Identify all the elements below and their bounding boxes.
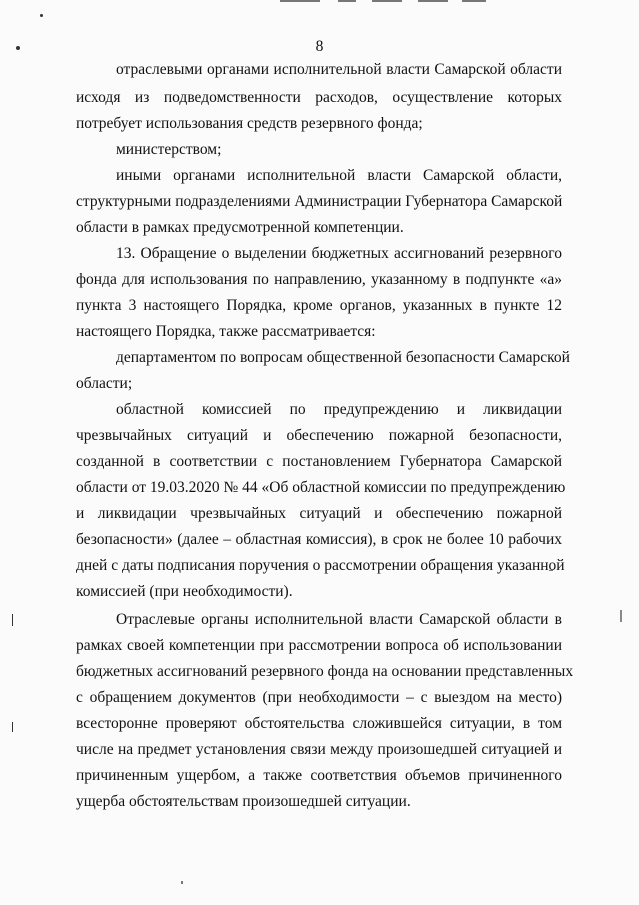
text-line: Отраслевые органы исполнительной власти Самарской области в — [116, 611, 562, 628]
text-line: областной комиссией по предупреждению и ликвидации — [116, 401, 562, 418]
scan-edge-mark — [280, 0, 320, 2]
scan-speck — [12, 614, 13, 626]
text-line: рамках своей компетенции при рассмотрении вопроса об использовании — [76, 637, 562, 654]
text-line: созданной в соответствии с постановлением Губернатора Самарской — [76, 453, 562, 470]
text-line: 13. Обращение о выделении бюджетных ассигнований резервного — [116, 245, 562, 262]
text-line: министерством; — [116, 141, 222, 158]
text-line: фонда для использования по направлению, указанному в подпункте «а» — [76, 271, 562, 288]
text-line: и ликвидации чрезвычайных ситуаций и обеспечению пожарной — [76, 505, 562, 522]
text-line: причиненным ущербом, а также соответствия объемов причиненного — [76, 767, 562, 784]
text-line: потребует использования средств резервного фонда; — [76, 115, 423, 132]
text-line: бюджетных ассигнований резервного фонда на основании представленных — [76, 663, 574, 680]
text-line: дней с даты подписания поручения о рассмотрении обращения указанной — [76, 557, 565, 574]
text-line: с обращением документов (при необходимости – с выездом на место) — [76, 689, 562, 706]
text-line: отраслевыми органами исполнительной власти Самарской области — [116, 61, 562, 78]
text-line: числе на предмет установления связи между произошедшей ситуацией и — [76, 741, 562, 758]
text-line: настоящего Порядка, также рассматривается: — [76, 323, 376, 340]
text-line: ущерба обстоятельствам произошедшей ситуации. — [76, 793, 411, 810]
scan-speck — [40, 14, 43, 17]
text-line: чрезвычайных ситуаций и обеспечению пожарной безопасности, — [76, 427, 562, 444]
scan-speck — [12, 722, 13, 732]
scan-speck — [620, 610, 622, 622]
scan-speck — [181, 881, 183, 884]
text-line: области в рамках предусмотренной компетенции. — [76, 219, 404, 236]
text-line: всесторонне проверяют обстоятельства сложившейся ситуации, в том — [76, 715, 562, 732]
text-line: комиссией (при необходимости). — [76, 583, 293, 600]
scan-edge-mark — [338, 0, 356, 2]
text-line: области; — [76, 375, 133, 392]
text-line: пункта 3 настоящего Порядка, кроме органов, указанных в пункте 12 — [76, 297, 562, 314]
text-line: безопасности» (далее – областная комиссия), в срок не более 10 рабочих — [76, 531, 562, 548]
scan-edge-mark — [418, 0, 448, 2]
text-line: области от 19.03.2020 № 44 «Об областной комиссии по предупреждению — [76, 479, 566, 496]
scan-edge-mark — [462, 0, 486, 2]
scan-edge-mark — [372, 0, 402, 2]
page-number: 8 — [315, 38, 324, 55]
text-line: исходя из подведомственности расходов, осуществление которых — [76, 89, 562, 106]
text-line: структурными подразделениями Администрации Губернатора Самарской — [76, 193, 563, 210]
text-line: департаментом по вопросам общественной безопасности Самарской — [116, 349, 570, 366]
text-line: иными органами исполнительной власти Самарской области, — [116, 167, 562, 184]
